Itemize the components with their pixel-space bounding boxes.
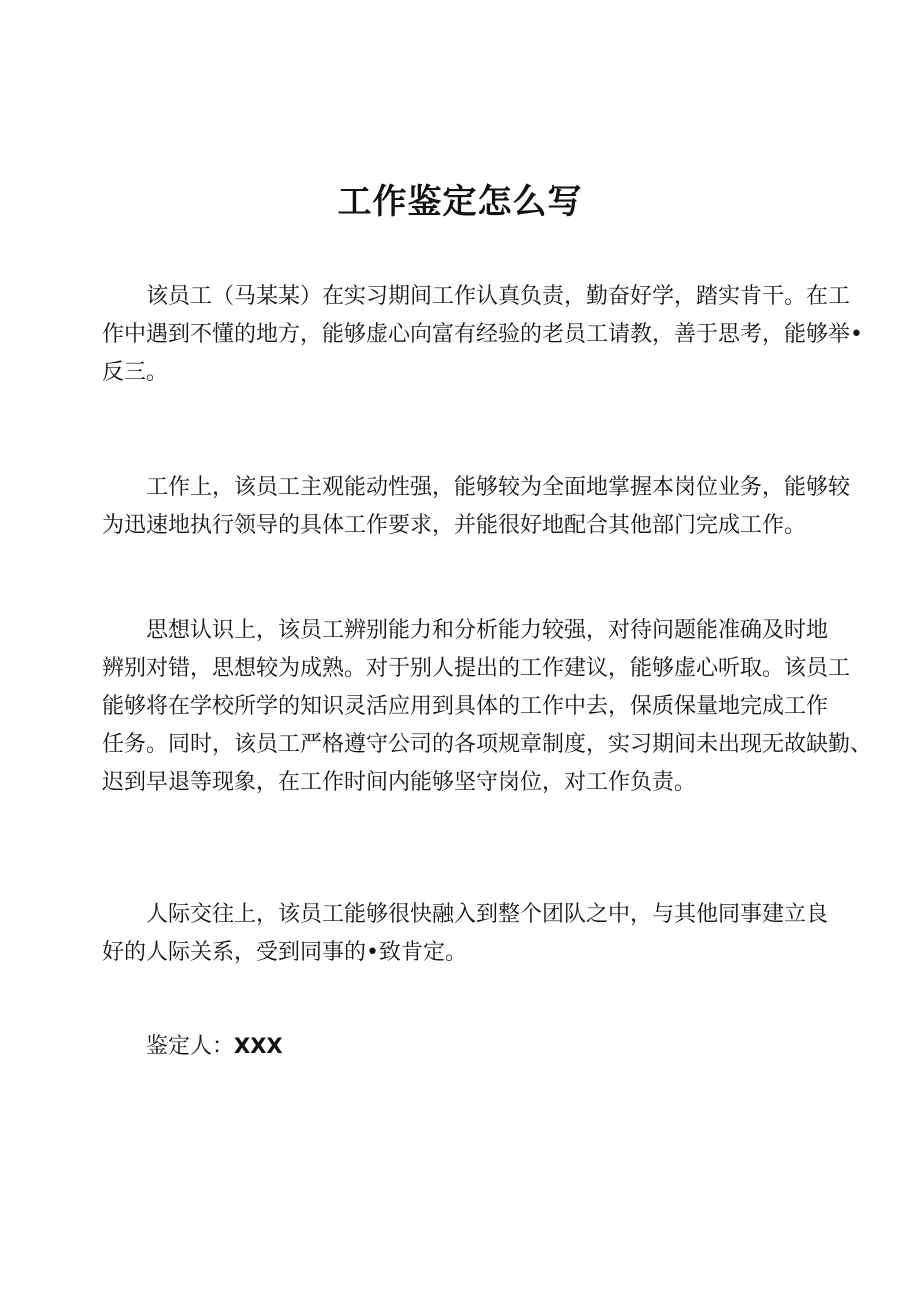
document-title: 工作鉴定怎么写 bbox=[337, 182, 583, 222]
signature-name: XXX bbox=[234, 1034, 283, 1058]
paragraph-line: 辨别对错，思想较为成熟。对于别人提出的工作建议，能够虚心听取。该员工 bbox=[102, 656, 851, 681]
paragraph-work-performance bbox=[102, 469, 851, 545]
paragraph-internship-summary bbox=[102, 278, 863, 392]
paragraph-line: 人际交往上，该员工能够很快融入到整个团队之中，与其他同事建立良 bbox=[146, 902, 829, 927]
paragraph-line: 好的人际关系，受到同事的•致肯定。 bbox=[102, 940, 467, 965]
paragraph-line: 能够将在学校所学的知识灵活应用到具体的工作中去，保质保量地完成工作 bbox=[102, 694, 829, 719]
paragraph-line: 反三。 bbox=[102, 360, 169, 385]
paragraph-line: 思想认识上，该员工辨别能力和分析能力较强，对待问题能准确及时地 bbox=[146, 618, 829, 643]
paragraph-line: 迟到早退等现象，在工作时间内能够坚守岗位，对工作负责。 bbox=[102, 770, 697, 795]
paragraph-line: 为迅速地执行领导的具体工作要求，并能很好地配合其他部门完成工作。 bbox=[102, 513, 807, 538]
paragraph-interpersonal bbox=[102, 896, 829, 972]
paragraph-thinking-discipline bbox=[102, 612, 873, 802]
paragraph-line: 该员工（马某某）在实习期间工作认真负责，勤奋好学，踏实肯干。在工 bbox=[146, 284, 851, 309]
signature-line bbox=[146, 1027, 283, 1066]
signature-label: 鉴定人： bbox=[146, 1034, 235, 1059]
paragraph-line: 任务。同时，该员工严格遵守公司的各项规章制度，实习期间未出现无故缺勤、 bbox=[102, 732, 873, 757]
paragraph-line: 工作上，该员工主观能动性强，能够较为全面地掌握本岗位业务，能够较 bbox=[146, 475, 851, 500]
paragraph-line: 作中遇到不懂的地方，能够虚心向富有经验的老员工请教，善于思考，能够举• bbox=[102, 322, 863, 347]
